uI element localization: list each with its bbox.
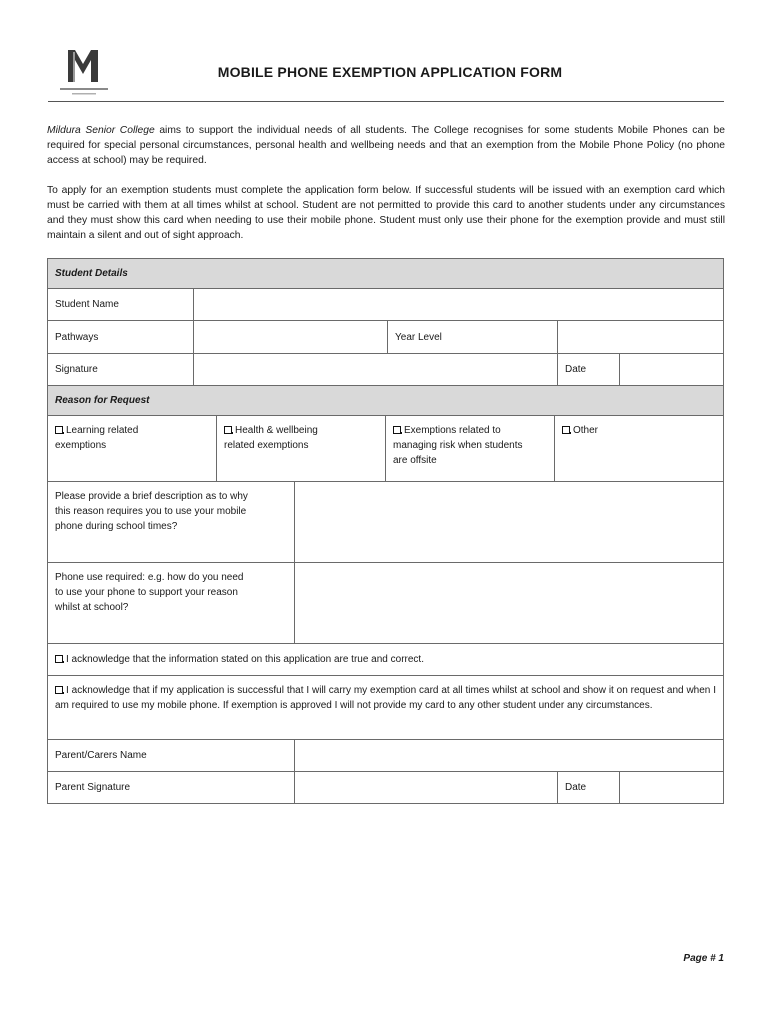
phone-use-prompt-line2: to use your phone to support your reason [55, 587, 238, 598]
student-name-label: Student Name [47, 288, 194, 321]
header-divider [48, 101, 724, 102]
reason-learning-line1: Learning related [66, 425, 139, 436]
page-number: Page # 1 [683, 953, 724, 964]
signature-label: Signature [47, 353, 194, 386]
student-details-header: Student Details [47, 258, 724, 289]
date-field[interactable] [619, 353, 724, 386]
description-field[interactable] [294, 481, 724, 563]
checkbox-icon[interactable] [393, 426, 401, 434]
description-prompt-line2: this reason requires you to use your mobile [55, 506, 247, 517]
phone-use-prompt-line3: whilst at school? [55, 602, 129, 613]
intro-paragraph-1-text: aims to support the individual needs of all students. The College recognises for some students Mobile Phones can be required for special personal circumstances, personal health and wellbeing needs and that an exemption from the Mobile Phone Policy (no phone access at school) may be required. [47, 125, 725, 166]
parent-signature-label: Parent Signature [47, 771, 295, 804]
parent-date-label: Date [557, 771, 620, 804]
phone-use-field[interactable] [294, 562, 724, 644]
phone-use-prompt-line1: Phone use required: e.g. how do you need [55, 572, 244, 583]
reason-other-line1: Other [573, 425, 599, 436]
reason-option-learning[interactable] [47, 415, 217, 482]
parent-name-field[interactable] [294, 739, 724, 772]
reason-header: Reason for Request [47, 385, 724, 416]
phone-use-prompt [47, 562, 295, 644]
reason-health-line2: related exemptions [224, 440, 309, 451]
year-level-label: Year Level [387, 320, 558, 354]
description-prompt [47, 481, 295, 563]
reason-health-line1: Health & wellbeing [235, 425, 318, 436]
description-prompt-line1: Please provide a brief description as to why [55, 491, 248, 502]
pathways-label: Pathways [47, 320, 194, 354]
checkbox-icon[interactable] [562, 426, 570, 434]
reason-option-other[interactable] [554, 415, 724, 482]
acknowledge-card-text: I acknowledge that if my application is successful that I will carry my exemption card at all times whilst at school and show it on request and when I am required to use my mobile phone. If exemption is approved I will not provide my card to any other student under any circumstances. [55, 685, 716, 711]
parent-date-field[interactable] [619, 771, 724, 804]
reason-option-offsite[interactable] [385, 415, 555, 482]
college-logo-icon [56, 46, 112, 100]
acknowledge-card-row[interactable] [47, 675, 724, 740]
acknowledge-true-row[interactable] [47, 643, 724, 676]
checkbox-icon[interactable] [55, 426, 63, 434]
reason-offsite-line1: Exemptions related to [404, 425, 501, 436]
checkbox-icon[interactable] [224, 426, 232, 434]
checkbox-icon[interactable] [55, 686, 63, 694]
parent-name-label: Parent/Carers Name [47, 739, 295, 772]
acknowledge-true-text: I acknowledge that the information stated on this application are true and correct. [66, 654, 424, 665]
intro-paragraph-2: To apply for an exemption students must complete the application form below. If successful students will be issued with an exemption card which must be carried with them at all times whilst at school. Student are not permitted to provide this card to another students under any circumstances and they must show this card when needing to use their mobile phone. Student must only use their phone for the exemption provide and must still maintain a silent and out of sight approach. [47, 185, 725, 241]
signature-field[interactable] [193, 353, 558, 386]
reason-offsite-line2: managing risk when students [393, 440, 523, 451]
reason-learning-line2: exemptions [55, 440, 107, 451]
student-name-field[interactable] [193, 288, 724, 321]
college-name: Mildura Senior College [47, 125, 155, 136]
form-title: MOBILE PHONE EXEMPTION APPLICATION FORM [217, 64, 563, 80]
intro-paragraph-1 [47, 123, 725, 168]
year-level-field[interactable] [557, 320, 724, 354]
parent-signature-field[interactable] [294, 771, 558, 804]
checkbox-icon[interactable] [55, 655, 63, 663]
pathways-field[interactable] [193, 320, 388, 354]
description-prompt-line3: phone during school times? [55, 521, 178, 532]
date-label: Date [557, 353, 620, 386]
reason-option-health[interactable] [216, 415, 386, 482]
reason-offsite-line3: are offsite [393, 455, 437, 466]
